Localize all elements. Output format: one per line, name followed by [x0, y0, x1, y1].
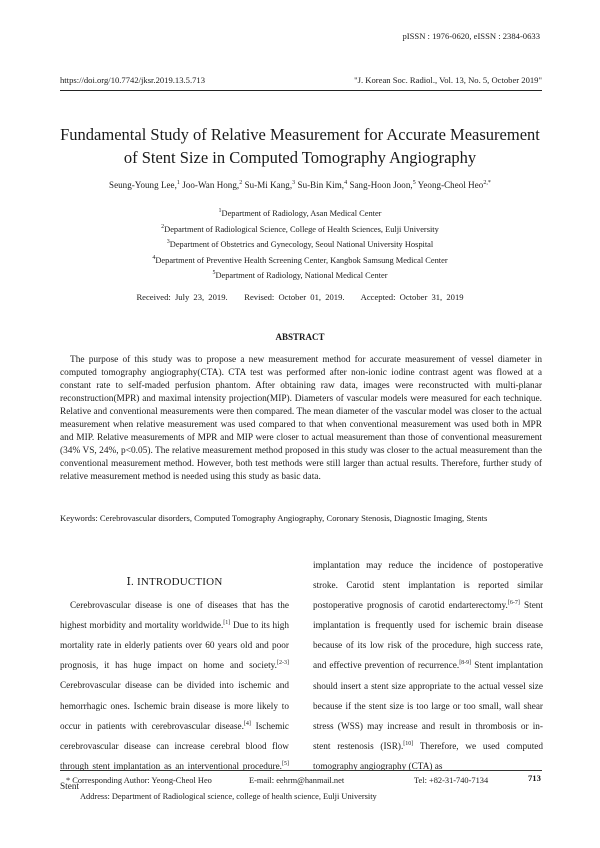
- citation-ref: [4]: [243, 720, 251, 727]
- corresponding-author-note: [66, 776, 489, 785]
- intro-paragraph-continued: [313, 556, 543, 777]
- paper-title: [40, 123, 560, 169]
- left-column: [60, 556, 289, 797]
- affiliation-text: Department of Radiology, Asan Medical Center: [221, 209, 382, 218]
- author-name: Yeong-Cheol Heo: [417, 180, 484, 190]
- body-text: Cerebrovascular disease is one of diseases that has the highest morbidity and mortality worldwide.: [60, 601, 289, 632]
- affiliation-num: 4: [152, 254, 156, 261]
- author-affil-sup: 5: [412, 180, 416, 186]
- intro-paragraph: [60, 596, 289, 797]
- affiliation-item: [40, 237, 560, 253]
- history-dates: [40, 292, 560, 302]
- revised-date: Revised: October 01, 2019.: [244, 292, 345, 302]
- affiliation-item: [40, 253, 560, 269]
- keywords: Keywords: Cerebrovascular disorders, Computed Tomography Angiography, Coronary Stenosis, Diagnostic Imaging, Stents: [60, 513, 488, 523]
- author-address: Address: Department of Radiological science, college of health science, Eulji University: [80, 792, 377, 801]
- author-affil-sup: 3: [292, 180, 296, 186]
- section-heading-introduction: Ⅰ. INTRODUCTION: [126, 576, 223, 588]
- affiliation-text: Department of Radiological Science, College of Health Sciences, Eulji University: [164, 224, 439, 234]
- body-text: Stent implantation should insert a stent size appropriate to the actual vessel size because if the stent size is too large or too small, wall shear stress (WSS) may increase and result in thrombosis or in-stent restenosis (ISR).: [313, 661, 543, 752]
- author-list: [40, 180, 560, 190]
- doi-link[interactable]: https://doi.org/10.7742/jksr.2019.13.5.713: [60, 75, 205, 85]
- author-phone: Tel: +82-31-740-7134: [414, 776, 489, 785]
- author-affil-sup: 2,*: [483, 180, 491, 186]
- affiliation-num: 3: [166, 239, 170, 245]
- body-text: implantation may reduce the incidence of postoperative stroke. Carotid stent implantation is reported similar postoperative prognosis of carotid endarterectomy.: [313, 561, 543, 612]
- page-number: 713: [528, 773, 541, 783]
- body-text: Cerebrovascular disease can be divided into ischemic and hemorrhagic ones. Ischemic brain disease is more likely to occur in patients with cerebrovascular disease.: [60, 681, 289, 732]
- affiliation-text: Department of Radiology, National Medical Center: [215, 271, 388, 280]
- affiliation-item: [40, 206, 560, 222]
- abstract-text: The purpose of this study was to propose a new measurement method for accurate measurement of vessel diameter in computed tomography angiography(CTA). CTA test was performed after non-ionic iodine contrast agent was flowed at a constant rate to self-maded perfusion phantom. After obtaining raw data, images were reconstructed with multi-planar reconstruction(MPR) and maximal intensity projection(MIP). Diameters of vascular models were measured for each technique. Relative and conventional measurements were then compared. The mean diameter of the vascular model was closer to the actual measurement when relative measurement was used compared to that when conventional measurement was used both in MPR and MIP. Relative measurements of MPR and MIP were closer to actual measurement than those of conventional measurement (34% VS, 24%, p<0.05). The relative measurement method proposed in this study was closer to the actual measurement than the conventional measurement method. However, both test methods were still larger than actual results. Therefore, further study of relative measurement method is needed using this study as basic data.: [60, 355, 542, 482]
- title-line-1: Fundamental Study of Relative Measurement for Accurate Measurement: [60, 125, 540, 144]
- body-text: Stent: [60, 781, 80, 792]
- abstract-heading: ABSTRACT: [275, 332, 325, 342]
- affiliation-text: Department of Preventive Health Screening Center, Kangbok Samsung Medical Center: [155, 255, 448, 265]
- corresponding-author: * Corresponding Author: Yeong-Cheol Heo: [66, 776, 212, 785]
- author-affil-sup: 1: [176, 180, 180, 186]
- affiliation-num: 1: [218, 208, 222, 214]
- affiliation-item: [40, 268, 560, 284]
- header-rule: [60, 90, 542, 91]
- author-affil-sup: 2: [239, 180, 243, 186]
- author-name: Joo-Wan Hong,: [182, 180, 240, 190]
- affiliation-num: 2: [161, 223, 165, 230]
- author-name: Sang-Hoon Joon,: [349, 180, 413, 190]
- citation-ref: [1]: [223, 620, 231, 627]
- author-name: Seung-Young Lee,: [109, 180, 177, 190]
- citation-ref: [6-7]: [507, 600, 520, 607]
- issn-line: pISSN : 1976-0620, eISSN : 2384-0633: [402, 31, 540, 41]
- author-email[interactable]: E-mail: eehrm@hanmail.net: [249, 776, 345, 785]
- right-column: [313, 556, 543, 777]
- received-date: Received: July 23, 2019.: [136, 292, 228, 302]
- body-text: Stent implantation is frequently used for ischemic brain disease because of its low risk of the procedure, high success rate, and effective prevention of recurrence.: [313, 601, 543, 672]
- citation-ref: [5]: [282, 760, 289, 767]
- author-affil-sup: 4: [344, 180, 348, 186]
- journal-citation: "J. Korean Soc. Radiol., Vol. 13, No. 5, October 2019": [354, 75, 542, 85]
- body-text: Ischemic cerebrovascular disease can increase cerebral blood flow through stent implantation as an interventional procedure.: [60, 721, 289, 772]
- citation-ref: [8-9]: [459, 660, 472, 667]
- accepted-date: Accepted: October 31, 2019: [360, 292, 464, 302]
- citation-ref: [2-3]: [277, 660, 289, 667]
- footnote-rule: [60, 770, 542, 771]
- body-text: Therefore, we used computed tomography angiography (CTA) as: [313, 741, 543, 772]
- affiliation-item: [40, 222, 560, 238]
- author-name: Su-Bin Kim,: [297, 180, 345, 190]
- citation-ref: [10]: [403, 740, 414, 747]
- body-text: Due to its high mortality rate in elderly patients over 60 years old and poor prognosis, it has huge impact on home and society.: [60, 621, 289, 672]
- affiliation-num: 5: [212, 270, 216, 276]
- author-name: Su-Mi Kang,: [244, 180, 293, 190]
- affiliation-text: Department of Obstetrics and Gynecology, Seoul National University Hospital: [169, 240, 434, 249]
- affiliation-list: [40, 206, 560, 284]
- title-line-2: of Stent Size in Computed Tomography Angiography: [123, 148, 477, 167]
